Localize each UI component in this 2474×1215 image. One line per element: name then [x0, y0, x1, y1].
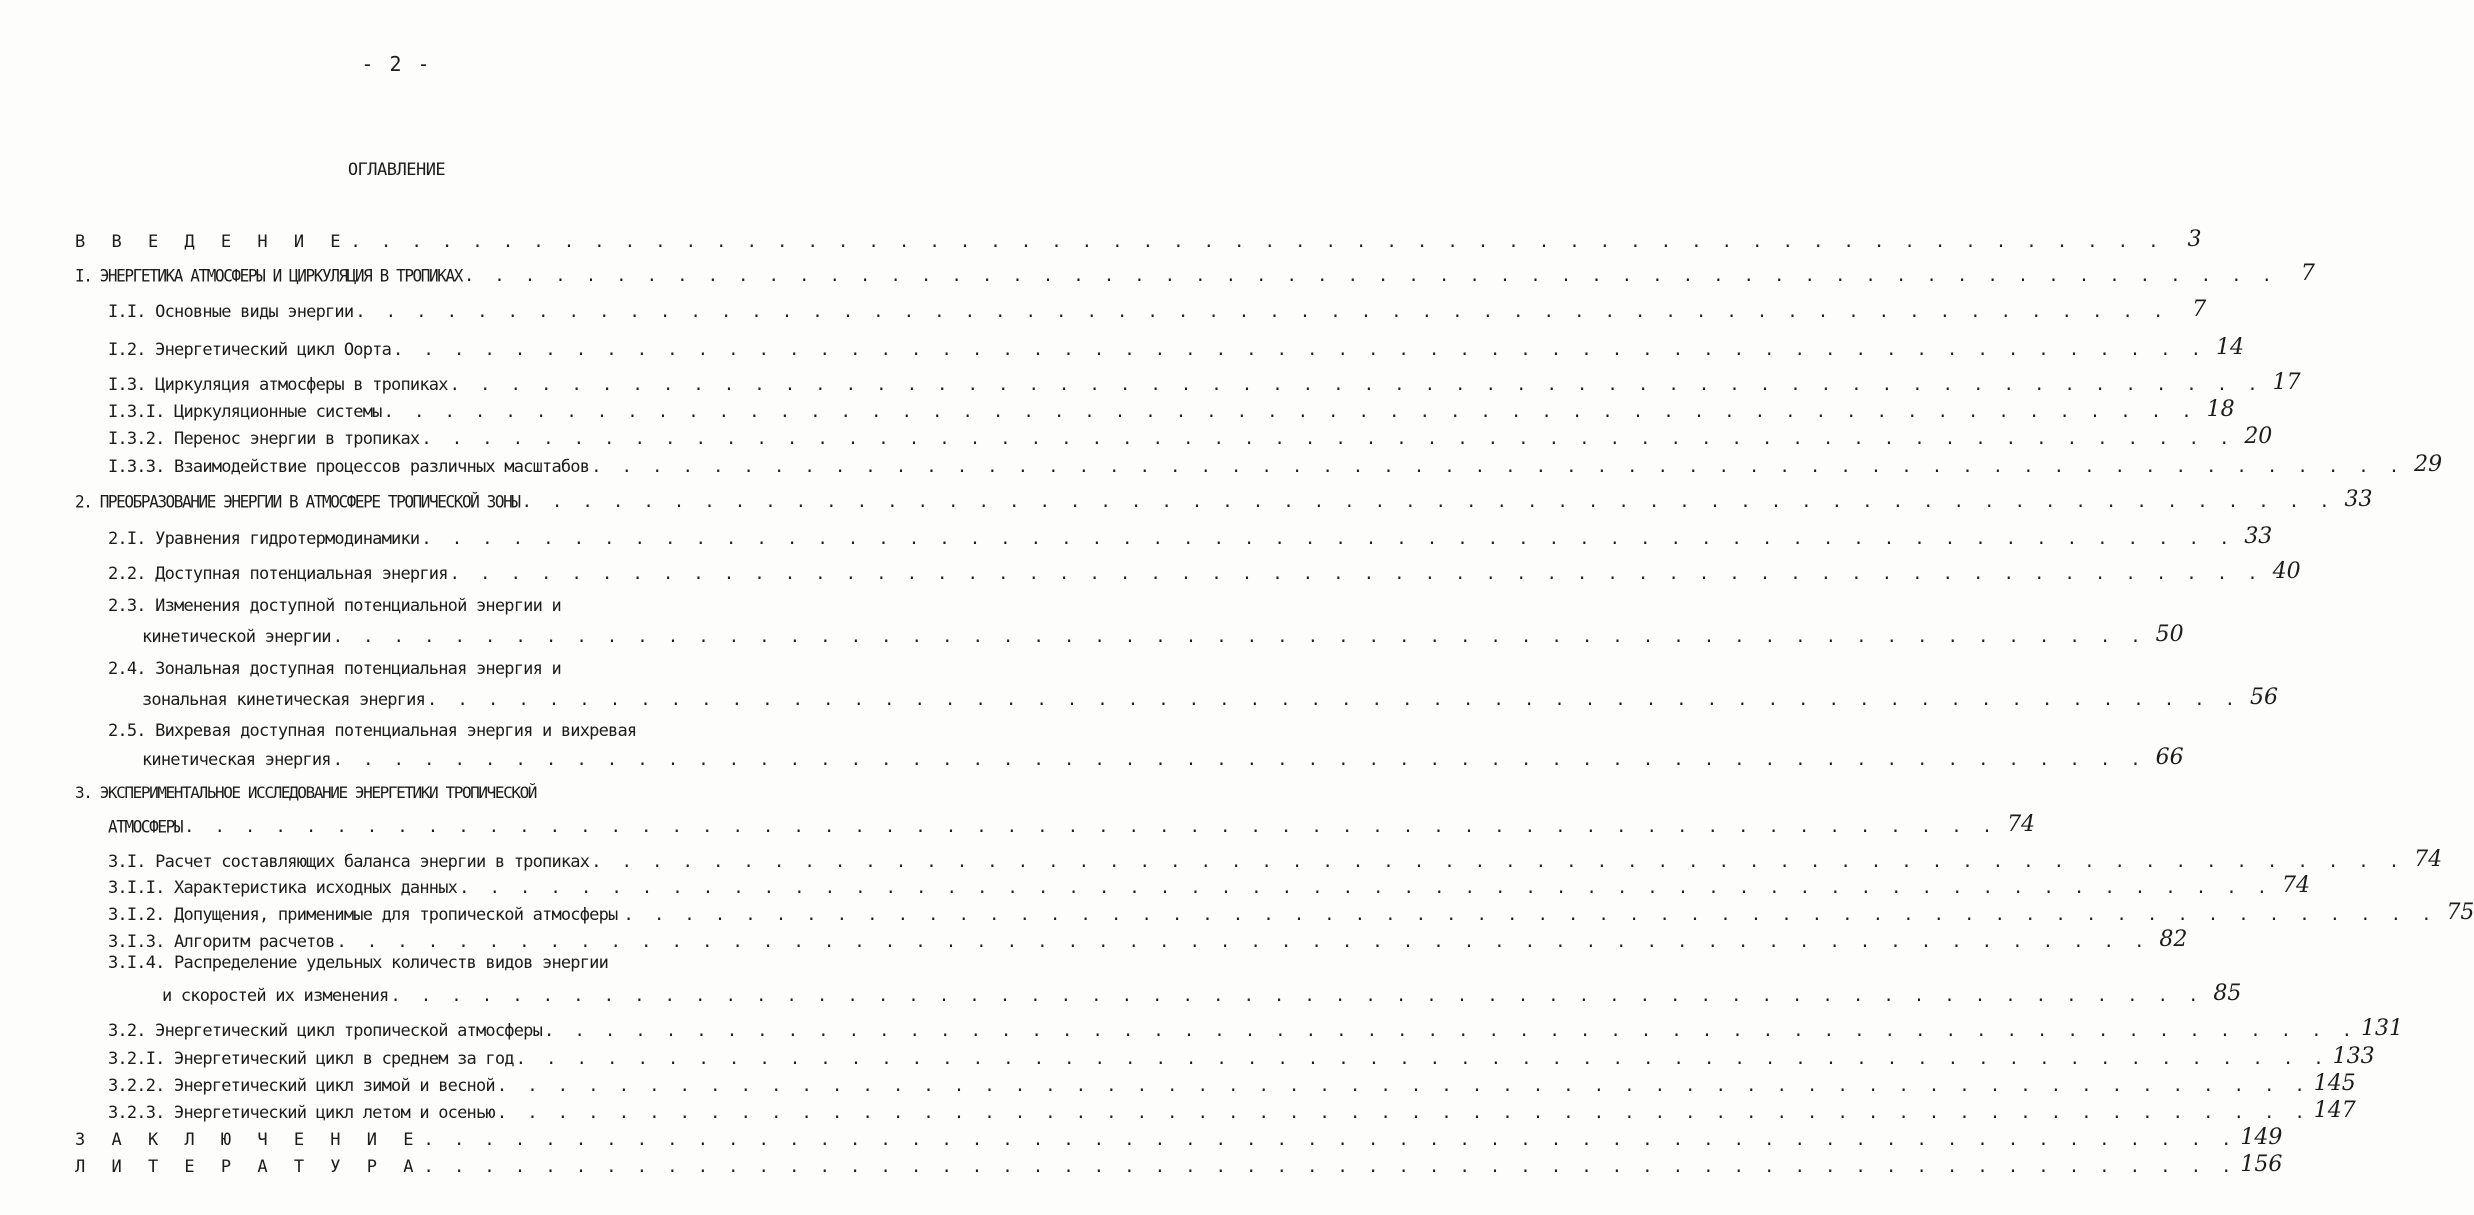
- toc-entry-page: 33: [2244, 524, 2273, 549]
- toc-entry-title: З А К Л Ю Ч Е Н И Е: [75, 1130, 422, 1150]
- dot-leader: . . . . . . . . . . . . . . . . . . . . . . . . . . . . . . . . . . . . . . . . . . . . . . . . . . . . . . . . . . . .: [515, 1049, 2329, 1069]
- toc-entry-page: 82: [2159, 927, 2188, 952]
- toc-entry-title: I.3.I. Циркуляционные системы: [108, 402, 382, 422]
- toc-entry-title: 2.I. Уравнения гидротермодинамики: [108, 529, 420, 549]
- toc-entry-title: 2.2. Доступная потенциальная энергия: [108, 564, 448, 584]
- toc-entry-title: 3.I. Расчет составляющих баланса энергии в тропиках: [108, 852, 590, 872]
- dot-leader: . . . . . . . . . . . . . . . . . . . . . . . . . . . . . . . . . . . . . . . . . . . . . . . . . . . . . . . . . . . .: [421, 429, 2235, 449]
- toc-entry-title: I.3.2. Перенос энергии в тропиках: [108, 429, 420, 449]
- toc-entry-title: 2. ПРЕОБРАЗОВАНИЕ ЭНЕРГИИ В АТМОСФЕРЕ ТРОПИЧЕСКОЙ ЗОНЫ: [75, 491, 520, 512]
- dot-leader: . . . . . . . . . . . . . . . . . . . . . . . . . . . . . . . . . . . . . . . . . . . . . . . . . . . . . . . . . . . .: [544, 1021, 2357, 1041]
- toc-entry-page: 18: [2206, 397, 2235, 422]
- toc-entry-literature: [75, 1151, 2283, 1177]
- toc-entry-1-3: [108, 369, 2301, 395]
- toc-entry-title-continued: кинетической энергии: [142, 627, 331, 647]
- toc-entry-title: 3.I.I. Характеристика исходных данных: [108, 878, 458, 898]
- toc-entry-2-5-title: 2.5. Вихревая доступная потенциальная энергия и вихревая: [108, 721, 637, 741]
- dot-leader: . . . . . . . . . . . . . . . . . . . . . . . . . . . . . . . . . . . . . . . . . . . . . . . . . . . . . . . . . . . .: [390, 986, 2204, 1006]
- toc-entry-page: 85: [2213, 981, 2242, 1006]
- dot-leader: . . . . . . . . . . . . . . . . . . . . . . . . . . . . . . . . . . . . . . . . . . . . . . . . . . . . . . . . . . . .: [393, 340, 2206, 360]
- toc-entry-title: I.3. Циркуляция атмосферы в тропиках: [108, 375, 448, 395]
- dot-leader: . . . . . . . . . . . . . . . . . . . . . . . . . . . . . . . . . . . . . . . . . . . . . . . . . . . . . . . . . . . .: [427, 690, 2240, 710]
- toc-entry-title: 3.I.2. Допущения, применимые для тропической атмосферы: [108, 905, 618, 925]
- dot-leader: . . . . . . . . . . . . . . . . . . . . . . . . . . . . . . . . . . . . . . . . . . . . . . . . . . . . . . . . . . . .: [332, 750, 2146, 770]
- toc-entry-3-1-3: [108, 926, 2188, 952]
- dot-leader: . . . . . . . . . . . . . . . . . . . . . . . . . . . . . . . . . . . . . . . . . . . . . . . . . . . . . . . . . . . .: [423, 1130, 2237, 1150]
- toc-entry-page: 56: [2250, 685, 2278, 710]
- toc-entry-1-3-2: [108, 423, 2273, 449]
- toc-entry-chapter-3: [108, 811, 2036, 837]
- dot-leader: . . . . . . . . . . . . . . . . . . . . . . . . . . . . . . . . . . . . . . . . . . . . . . . . . . . . . . . . . . . .: [496, 1103, 2310, 1123]
- dot-leader: . . . . . . . . . . . . . . . . . . . . . . . . . . . . . . . . . . . . . . . . . . . . . . . . . . . . . . . . . . . .: [591, 457, 2405, 477]
- dot-leader: . . . . . . . . . . . . . . . . . . . . . . . . . . . . . . . . . . . . . . . . . . . . . . . . . . . . . . . . . . . .: [423, 1157, 2237, 1177]
- toc-entry-title: Л И Т Е Р А Т У Р А: [75, 1157, 422, 1177]
- toc-entry-introduction: [75, 226, 2202, 252]
- dot-leader: . . . . . . . . . . . . . . . . . . . . . . . . . . . . . . . . . . . . . . . . . . . . . . . . . . . . . . . . . . . .: [184, 817, 1998, 837]
- toc-entry-title: В В Е Д Е Н И Е: [75, 232, 349, 252]
- toc-entry-page: 7: [2192, 297, 2207, 322]
- toc-entry-page: 75: [2446, 900, 2474, 925]
- dot-leader: . . . . . . . . . . . . . . . . . . . . . . . . . . . . . . . . . . . . . . . . . . . . . . . . . . . . . . . . . . . .: [350, 232, 2164, 252]
- dot-leader: . . . . . . . . . . . . . . . . . . . . . . . . . . . . . . . . . . . . . . . . . . . . . . . . . . . . . . . . . . . .: [336, 932, 2150, 952]
- toc-entry-title: I.I. Основные виды энергии: [108, 302, 354, 322]
- toc-entry-3-1-4: [162, 980, 2242, 1006]
- toc-entry-2-3: [142, 621, 2184, 647]
- toc-entry-title-continued: кинетическая энергия: [142, 750, 331, 770]
- page-number: - 2 -: [361, 52, 432, 76]
- toc-entry-page: 147: [2313, 1098, 2356, 1123]
- page-title: ОГЛАВЛЕНИЕ: [347, 160, 446, 180]
- toc-entry-conclusion: [75, 1124, 2283, 1150]
- toc-entry-title-continued: зональная кинетическая энергия: [142, 690, 426, 710]
- toc-entry-page: 17: [2272, 370, 2301, 395]
- toc-entry-1-1: [108, 296, 2207, 322]
- toc-entry-chapter-3-title: 3. ЭКСПЕРИМЕНТАЛЬНОЕ ИССЛЕДОВАНИЕ ЭНЕРГЕТИКИ ТРОПИЧЕСКОЙ: [75, 783, 537, 802]
- toc-entry-title: 3.2.I. Энергетический цикл в среднем за год: [108, 1049, 514, 1069]
- toc-entry-title: 3.2.3. Энергетический цикл летом и осенью: [108, 1103, 495, 1123]
- toc-entry-1-2: [108, 334, 2244, 360]
- toc-entry-title: 3.I.3. Алгоритм расчетов: [108, 932, 335, 952]
- toc-entry-page: 40: [2272, 559, 2301, 584]
- toc-entry-2-4: [142, 684, 2278, 710]
- toc-entry-2-4-title: 2.4. Зональная доступная потенциальная энергия и: [108, 659, 561, 679]
- dot-leader: . . . . . . . . . . . . . . . . . . . . . . . . . . . . . . . . . . . . . . . . . . . . . . . . . . . . . . . . . . . .: [591, 852, 2405, 872]
- toc-entry-page: 74: [2414, 847, 2443, 872]
- toc-entry-title: I.2. Энергетический цикл Оорта: [108, 340, 392, 360]
- dot-leader: . . . . . . . . . . . . . . . . . . . . . . . . . . . . . . . . . . . . . . . . . . . . . . . . . . . . . . . . . . . .: [332, 627, 2146, 647]
- toc-entry-title: I. ЭНЕРГЕТИКА АТМОСФЕРЫ И ЦИРКУЛЯЦИЯ В ТРОПИКАХ: [75, 265, 462, 286]
- toc-entry-page: 145: [2313, 1071, 2356, 1096]
- toc-entry-3-1: [108, 846, 2443, 872]
- toc-entry-3-1-1: [108, 872, 2311, 898]
- toc-entry-1-3-1: [108, 396, 2235, 422]
- toc-entry-page: 156: [2240, 1152, 2283, 1177]
- toc-entry-2-1: [108, 523, 2273, 549]
- dot-leader: . . . . . . . . . . . . . . . . . . . . . . . . . . . . . . . . . . . . . . . . . . . . . . . . . . . . . . . . . . . .: [463, 266, 2277, 286]
- toc-entry-page: 20: [2244, 424, 2273, 449]
- toc-entry-title-continued: и скоростей их изменения: [162, 986, 389, 1006]
- toc-entry-page: 74: [2282, 873, 2311, 898]
- dot-leader: . . . . . . . . . . . . . . . . . . . . . . . . . . . . . . . . . . . . . . . . . . . . . . . . . . . . . . . . . . . .: [496, 1076, 2310, 1096]
- toc-entry-page: 3: [2187, 227, 2202, 252]
- dot-leader: . . . . . . . . . . . . . . . . . . . . . . . . . . . . . . . . . . . . . . . . . . . . . . . . . . . . . . . . . . . .: [449, 375, 2263, 395]
- toc-entry-2-2: [108, 558, 2301, 584]
- toc-entry-page: 74: [2007, 812, 2036, 837]
- toc-entry-chapter-2: [75, 486, 2373, 512]
- toc-entry-page: 50: [2155, 622, 2184, 647]
- toc-entry-page: 66: [2155, 745, 2184, 770]
- toc-entry-title: I.3.3. Взаимодействие процессов различных масштабов: [108, 457, 590, 477]
- toc-entry-page: 149: [2240, 1125, 2283, 1150]
- toc-entry-page: 7: [2300, 261, 2315, 286]
- toc-entry-3-2-2: [108, 1070, 2356, 1096]
- dot-leader: . . . . . . . . . . . . . . . . . . . . . . . . . . . . . . . . . . . . . . . . . . . . . . . . . . . . . . . . . . . .: [355, 302, 2169, 322]
- toc-entry-3-1-2: [108, 899, 2474, 925]
- dot-leader: . . . . . . . . . . . . . . . . . . . . . . . . . . . . . . . . . . . . . . . . . . . . . . . . . . . . . . . . . . . .: [383, 402, 2197, 422]
- toc-entry-chapter-1: [75, 260, 2315, 286]
- toc-entry-title: 3.2. Энергетический цикл тропической атмосферы: [108, 1021, 543, 1041]
- toc-entry-2-5: [142, 744, 2184, 770]
- toc-entry-2-3-title: 2.3. Изменения доступной потенциальной энергии и: [108, 596, 561, 616]
- toc-entry-1-3-3: [108, 451, 2443, 477]
- toc-entry-3-1-4-title: 3.I.4. Распределение удельных количеств видов энергии: [108, 953, 609, 973]
- toc-entry-page: 33: [2344, 487, 2373, 512]
- dot-leader: . . . . . . . . . . . . . . . . . . . . . . . . . . . . . . . . . . . . . . . . . . . . . . . . . . . . . . . . . . . .: [623, 905, 2437, 925]
- toc-entry-page: 131: [2360, 1016, 2403, 1041]
- toc-entry-3-2: [108, 1015, 2403, 1041]
- dot-leader: . . . . . . . . . . . . . . . . . . . . . . . . . . . . . . . . . . . . . . . . . . . . . . . . . . . . . . . . . . . .: [421, 529, 2235, 549]
- toc-entry-title: 3.2.2. Энергетический цикл зимой и весной: [108, 1076, 495, 1096]
- toc-entry-page: 14: [2216, 335, 2244, 360]
- dot-leader: . . . . . . . . . . . . . . . . . . . . . . . . . . . . . . . . . . . . . . . . . . . . . . . . . . . . . . . . . . . .: [449, 564, 2263, 584]
- dot-leader: . . . . . . . . . . . . . . . . . . . . . . . . . . . . . . . . . . . . . . . . . . . . . . . . . . . . . . . . . . . .: [459, 878, 2273, 898]
- toc-entry-page: 133: [2332, 1044, 2375, 1069]
- toc-entry-page: 29: [2414, 452, 2443, 477]
- toc-entry-3-2-3: [108, 1097, 2356, 1123]
- toc-entry-title-continued: АТМОСФЕРЫ: [108, 816, 183, 837]
- toc-entry-3-2-1: [108, 1043, 2375, 1069]
- dot-leader: . . . . . . . . . . . . . . . . . . . . . . . . . . . . . . . . . . . . . . . . . . . . . . . . . . . . . . . . . . . .: [521, 492, 2335, 512]
